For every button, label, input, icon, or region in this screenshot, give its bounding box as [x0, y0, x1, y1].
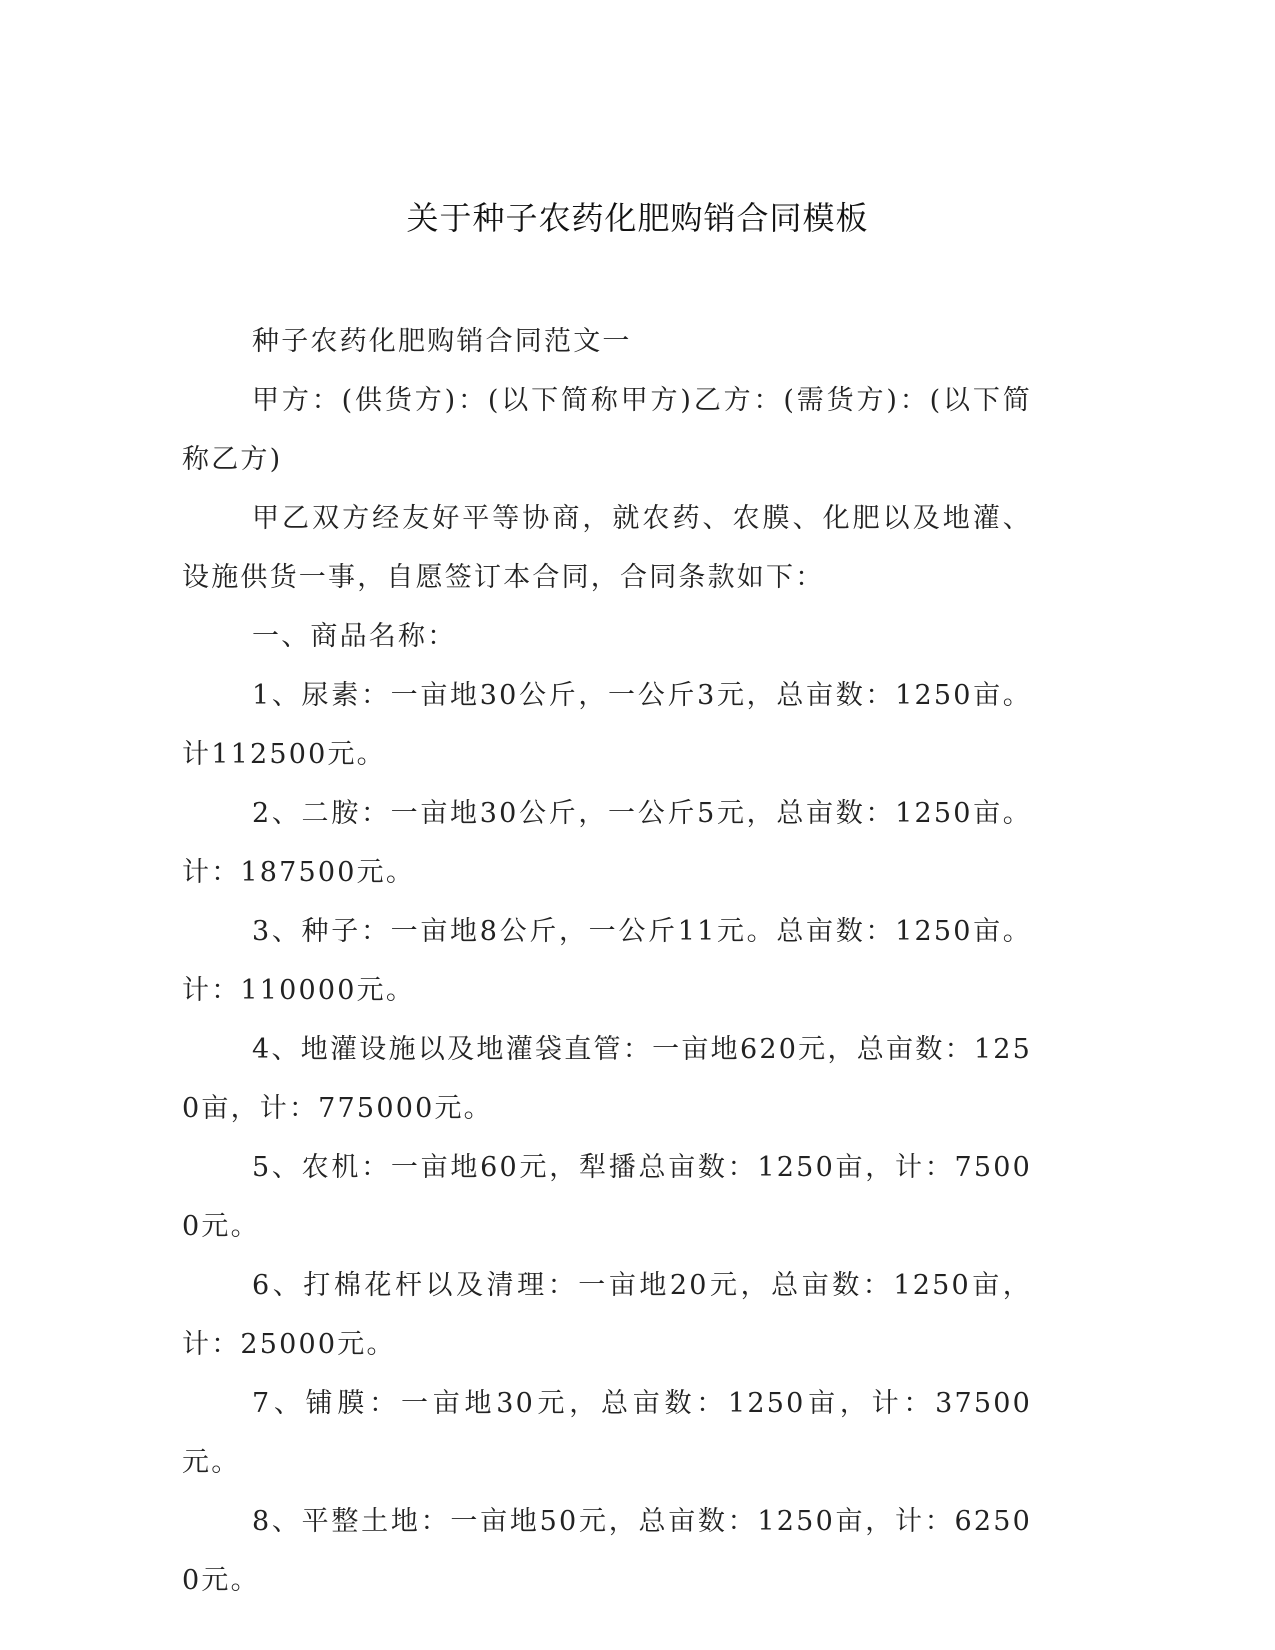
section-heading: 一、商品名称：	[252, 621, 457, 652]
parties-paragraph: 甲方：(供货方)：(以下简称甲方)乙方：(需货方)：(以下简称乙方)	[182, 385, 1032, 475]
item-paragraph: 5、农机：一亩地60元，犁播总亩数：1250亩，计：75000元。	[182, 1152, 1032, 1242]
item-paragraph: 8、平整土地：一亩地50元，总亩数：1250亩，计：62500元。	[182, 1506, 1032, 1596]
item-paragraph: 7、铺膜：一亩地30元，总亩数：1250亩，计：37500元。	[182, 1388, 1032, 1478]
item-paragraph: 1、尿素：一亩地30公斤，一公斤3元，总亩数：1250亩。计112500元。	[182, 680, 1032, 770]
document-title: 关于种子农药化肥购销合同模板	[406, 199, 869, 237]
item-paragraph: 3、种子：一亩地8公斤，一公斤11元。总亩数：1250亩。计：110000元。	[182, 916, 1032, 1006]
item-paragraph: 6、打棉花杆以及清理：一亩地20元，总亩数：1250亩，计：25000元。	[182, 1270, 1032, 1360]
intro-paragraph: 甲乙双方经友好平等协商，就农药、农膜、化肥以及地灌、设施供货一事，自愿签订本合同，合同条款如下：	[182, 503, 1032, 593]
item-paragraph: 2、二胺：一亩地30公斤，一公斤5元，总亩数：1250亩。计：187500元。	[182, 798, 1032, 888]
item-paragraph: 4、地灌设施以及地灌袋直管：一亩地620元，总亩数：1250亩，计：775000元。	[182, 1034, 1032, 1124]
document-body	[182, 312, 1032, 1610]
subtitle-paragraph: 种子农药化肥购销合同范文一	[252, 326, 632, 357]
